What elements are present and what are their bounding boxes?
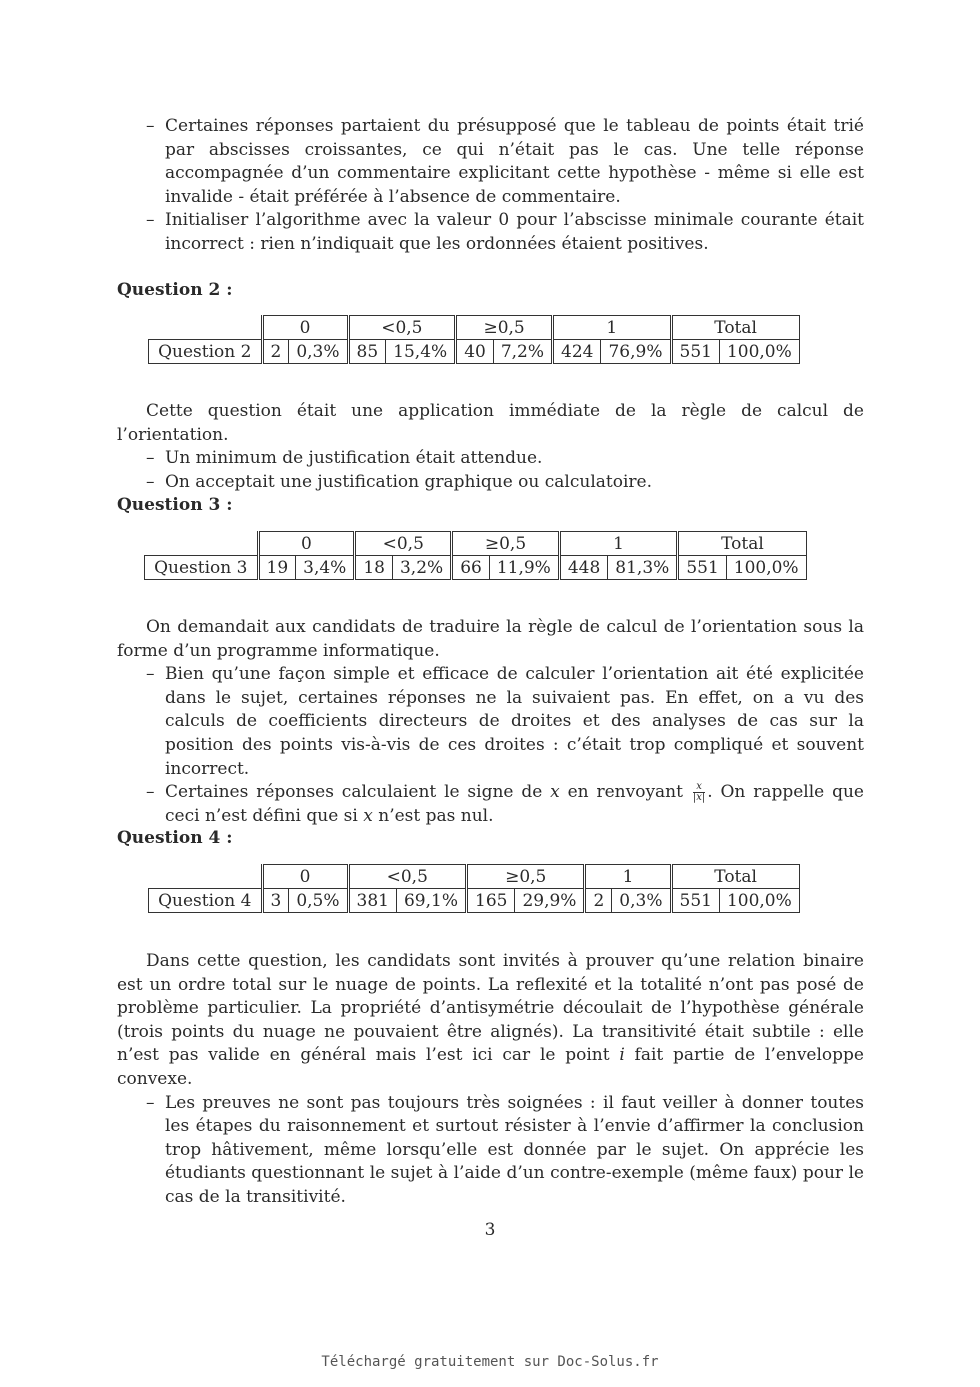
question-2-heading: Question 2 :: [117, 280, 233, 300]
table-cell: 2: [262, 340, 289, 364]
column-header: <0,5: [348, 316, 456, 340]
table-cell: 381: [348, 889, 396, 913]
bullet-text: Un minimum de justification était attendue.: [165, 448, 543, 469]
bullet-text: Bien qu’une façon simple et efficace de calculer l’orientation ait été explicitée dans le sujet, certaines réponses ne la suivaient pas. En effet, on a vu des calculs de coefficients directeurs de droites et des analyses de cas sur la position des points vis-à-vis de ces droites : c’était trop compliqué et souvent incorrect.: [165, 664, 864, 779]
bullet-text-part: en renvoyant: [559, 782, 691, 803]
table-cell: 0,3%: [289, 340, 348, 364]
table-header-row: [145, 532, 807, 556]
fraction-denominator-text: |x|: [692, 792, 706, 804]
list-item: [117, 781, 864, 828]
table-cell: 3,4%: [296, 556, 355, 580]
list-item: [117, 115, 864, 209]
question-3-heading: Question 3 :: [117, 495, 233, 515]
table-cell: 100,0%: [719, 340, 799, 364]
column-header: 0: [262, 865, 348, 889]
math-fraction: [693, 782, 705, 803]
math-variable: x: [363, 805, 373, 826]
footer-watermark: Téléchargé gratuitement sur Doc-Solus.fr: [321, 1354, 659, 1370]
bullet-text: Initialiser l’algorithme avec la valeur 0 pour l’abscisse minimale courante était incorrect : rien n’indiquait que les ordonnées étaient positives.: [165, 210, 864, 254]
fraction-numerator-text: x: [696, 781, 702, 793]
column-header: ≥0,5: [467, 865, 585, 889]
table-cell: 19: [258, 556, 296, 580]
bullet-text: Certaines réponses partaient du présupposé que le tableau de points était trié par abscisses croissantes, ce qui n’était pas le cas. Une telle réponse accompagnée d’un commentaire explicitant cette hypothèse - même si elle est invalide - était préférée à l’absence de commentaire.: [165, 116, 864, 207]
list-item: [117, 471, 864, 495]
bullet-dash: –: [146, 448, 155, 469]
list-item: [117, 663, 864, 781]
question-2-table: [148, 315, 800, 364]
question-3-table: [144, 531, 807, 580]
table-cell: 100,0%: [726, 556, 806, 580]
table-cell: 448: [559, 556, 607, 580]
row-label: Question 2: [149, 340, 263, 364]
question-3-comment: [117, 616, 864, 828]
table-header-row: [149, 865, 800, 889]
paragraph-text-part: Dans cette question, les candidats sont invités à prouver qu’une relation binaire est un ordre total sur le nuage de points. La reflexité et la totalité n’ont pas posé de problème particulier. La propriété d’antisymétrie découlait de l’hypothèse générale (trois points du nuage ne pouvaient être alignés). La transitivité était subtile : elle n’est pas valide en général mais l’est ici car le point: [117, 951, 864, 1066]
table-header-row: [149, 316, 800, 340]
column-header: ≥0,5: [452, 532, 560, 556]
question-4-comment: [117, 950, 864, 1210]
table-cell: 165: [467, 889, 515, 913]
column-header: Total: [671, 316, 799, 340]
bullet-dash: –: [146, 782, 155, 803]
table-cell: 18: [355, 556, 393, 580]
column-header: <0,5: [355, 532, 452, 556]
bullet-dash: –: [146, 210, 155, 231]
column-header: Total: [671, 865, 799, 889]
page-number: 3: [484, 1220, 496, 1240]
column-header: <0,5: [348, 865, 466, 889]
row-label: Question 3: [145, 556, 259, 580]
bullet-text-part: Certaines réponses calculaient le signe de: [165, 782, 551, 803]
empty-corner-cell: [149, 316, 263, 340]
table-cell: 66: [452, 556, 490, 580]
column-header: 0: [262, 316, 348, 340]
bullet-dash: –: [146, 116, 155, 136]
table-row: [145, 556, 807, 580]
table-cell: 0,3%: [612, 889, 671, 913]
table-cell: 29,9%: [515, 889, 585, 913]
column-header: 1: [553, 316, 671, 340]
table-row: [149, 340, 800, 364]
table-row: [149, 889, 800, 913]
list-item: [117, 209, 864, 256]
bullet-dash: –: [146, 664, 155, 685]
table-cell: 76,9%: [601, 340, 671, 364]
intro-bullet-list: [117, 115, 864, 257]
table-cell: 85: [348, 340, 386, 364]
list-item: [117, 1092, 864, 1210]
fraction-denominator: [693, 793, 705, 803]
table-cell: 69,1%: [396, 889, 466, 913]
paragraph: On demandait aux candidats de traduire la règle de calcul de l’orientation sous la forme d’un programme informatique.: [117, 617, 864, 661]
bullet-dash: –: [146, 1092, 155, 1113]
table-cell: 551: [671, 340, 719, 364]
empty-corner-cell: [145, 532, 259, 556]
table-cell: 100,0%: [719, 889, 799, 913]
bullet-dash: –: [146, 471, 155, 492]
table-cell: 15,4%: [386, 340, 456, 364]
question-2-comment: [117, 400, 864, 494]
table-cell: 40: [456, 340, 494, 364]
bullet-text-part: . On rappelle que ceci n’est défini que si: [165, 782, 864, 826]
table-cell: 2: [585, 889, 612, 913]
column-header: Total: [678, 532, 806, 556]
list-item: [117, 447, 864, 471]
paragraph: [117, 950, 864, 1092]
row-label: Question 4: [149, 889, 263, 913]
table-cell: 424: [553, 340, 601, 364]
table-cell: 551: [678, 556, 726, 580]
table-cell: 551: [671, 889, 719, 913]
table-cell: 3,2%: [392, 556, 451, 580]
empty-corner-cell: [149, 865, 263, 889]
paragraph-text-part: fait partie de l’enveloppe convexe.: [117, 1045, 864, 1089]
table-cell: 11,9%: [489, 556, 559, 580]
math-variable: i: [619, 1045, 625, 1066]
bullet-text: On acceptait une justification graphique ou calculatoire.: [165, 471, 652, 492]
table-cell: 0,5%: [289, 889, 348, 913]
table-cell: 7,2%: [493, 340, 552, 364]
question-4-heading: Question 4 :: [117, 828, 233, 848]
column-header: 0: [258, 532, 355, 556]
bullet-text: Les preuves ne sont pas toujours très soignées : il faut veiller à donner toutes les étapes du raisonnement et surtout résister à l’envie d’affirmer la conclusion trop hâtivement, même lorsqu’elle est donnée par le sujet. On apprécie les étudiants questionnant le sujet à l’aide d’un contre-exemple (même faux) pour le cas de la transitivité.: [165, 1092, 864, 1207]
bullet-text-part: n’est pas nul.: [372, 805, 494, 826]
column-header: ≥0,5: [456, 316, 553, 340]
table-cell: 3: [262, 889, 289, 913]
paragraph: Cette question était une application immédiate de la règle de calcul de l’orientation.: [117, 401, 864, 445]
math-variable: x: [550, 782, 560, 803]
table-cell: 81,3%: [608, 556, 678, 580]
question-4-table: [148, 864, 800, 913]
column-header: 1: [585, 865, 671, 889]
column-header: 1: [559, 532, 677, 556]
